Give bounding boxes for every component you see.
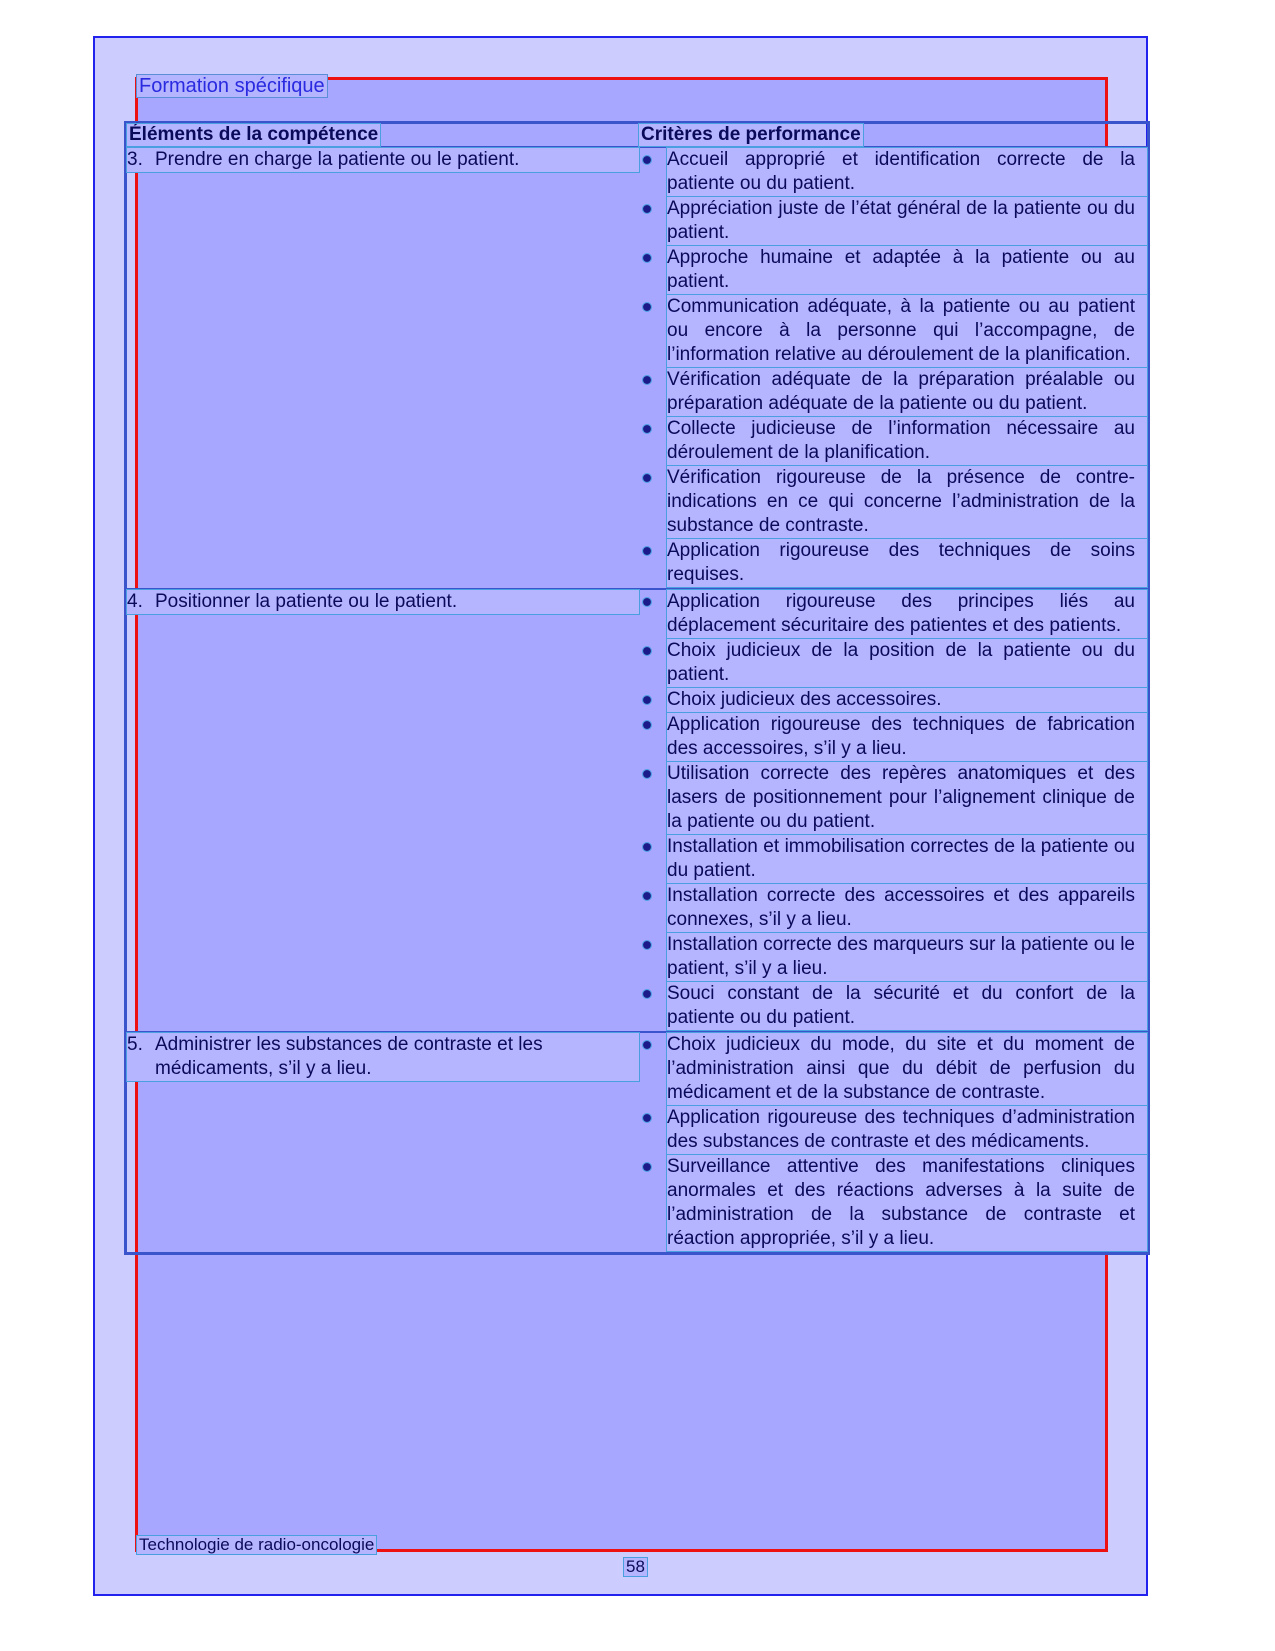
list-item [639,368,1147,416]
bullet-icon [639,639,667,687]
bullet-icon [639,1033,667,1105]
list-item [639,590,1147,638]
element-text: Prendre en charge la patiente ou le patient. [155,149,520,170]
criterion-text: Choix judicieux de la position de la patiente ou du patient. [667,639,1147,687]
list-item [639,539,1147,587]
element-text: Positionner la patiente ou le patient. [155,591,458,612]
list-item [639,982,1147,1030]
criterion-text: Application rigoureuse des techniques d’administration des substances de contraste et des médicaments. [667,1106,1147,1154]
element-cell [126,1032,640,1254]
criterion-text: Collecte judicieuse de l’information nécessaire au déroulement de la planification. [667,417,1147,465]
bullet-icon [639,688,667,712]
table-row [126,589,1149,1032]
competence-table [124,121,1150,1255]
criterion-text: Choix judicieux du mode, du site et du moment de l’administration ainsi que du débit de perfusion du médicament et de la substance de contraste. [667,1033,1147,1105]
criterion-text: Appréciation juste de l’état général de la patiente ou du patient. [667,197,1147,245]
list-item [639,933,1147,981]
criterion-text: Installation et immobilisation correctes de la patiente ou du patient. [667,835,1147,883]
list-item [639,713,1147,761]
criterion-text: Installation correcte des marqueurs sur la patiente ou le patient, s’il y a lieu. [667,933,1147,981]
criteria-cell [639,589,1149,1032]
bullet-icon [639,933,667,981]
criterion-text: Application rigoureuse des techniques de soins requises. [667,539,1147,587]
criterion-text: Utilisation correcte des repères anatomiques et des lasers de positionnement pour l’alignement clinique de la patiente ou du patient. [667,762,1147,834]
list-item [639,884,1147,932]
bullet-icon [639,835,667,883]
table-row [126,147,1149,589]
criteria-list [639,148,1147,587]
list-item [639,295,1147,367]
bullet-icon [639,539,667,587]
column-header-elements-label: Éléments de la compétence [129,124,379,145]
list-item [639,246,1147,294]
bullet-icon [639,246,667,294]
bullet-icon [639,295,667,367]
element-cell [126,589,640,1032]
criterion-text: Installation correcte des accessoires et des appareils connexes, s’il y a lieu. [667,884,1147,932]
criterion-text: Communication adéquate, à la patiente ou au patient ou encore à la personne qui l’accompagne, de l’information relative au déroulement de la planification. [667,295,1147,367]
column-header-elements [126,123,640,148]
element-item [127,148,639,172]
bullet-icon [639,713,667,761]
list-item [639,639,1147,687]
criterion-text: Vérification adéquate de la préparation préalable ou préparation adéquate de la patiente ou du patient. [667,368,1147,416]
list-item [639,148,1147,196]
bullet-icon [639,417,667,465]
element-text: Administrer les substances de contraste et les médicaments, s’il y a lieu. [155,1034,543,1079]
list-item [639,466,1147,538]
element-cell [126,147,640,589]
criterion-text: Vérification rigoureuse de la présence de contre-indications en ce qui concerne l’administration de la substance de contraste. [667,466,1147,538]
list-item [639,417,1147,465]
element-number: 4. [127,591,143,612]
list-item [639,1033,1147,1105]
criterion-text: Surveillance attentive des manifestations cliniques anormales et des réactions adverses à la suite de l’administration de la substance de contraste et réaction appropriée, s’il y a lieu. [667,1155,1147,1251]
criteria-list [639,590,1147,1030]
column-header-criteres-label: Critères de performance [641,124,861,145]
element-number: 3. [127,149,143,170]
list-item [639,835,1147,883]
criteria-list [639,1033,1147,1251]
criterion-text: Accueil approprié et identification correcte de la patiente ou du patient. [667,148,1147,196]
element-number: 5. [127,1034,143,1055]
element-item [127,1033,639,1081]
criterion-text: Application rigoureuse des principes liés au déplacement sécuritaire des patientes et des patients. [667,590,1147,638]
bullet-icon [639,466,667,538]
bullet-icon [639,197,667,245]
bullet-icon [639,982,667,1030]
table-row [126,1032,1149,1254]
footer-program-title: Technologie de radio-oncologie [139,1535,375,1554]
bullet-icon [639,368,667,416]
page-number: 58 [626,1557,645,1576]
list-item [639,762,1147,834]
bullet-icon [639,148,667,196]
criterion-text: Approche humaine et adaptée à la patiente ou au patient. [667,246,1147,294]
list-item [639,197,1147,245]
bullet-icon [639,1106,667,1154]
column-header-criteres [639,123,1149,148]
criterion-text: Souci constant de la sécurité et du confort de la patiente ou du patient. [667,982,1147,1030]
running-header: Formation spécifique [139,75,325,97]
table-header-row [126,123,1149,148]
criteria-cell [639,1032,1149,1254]
list-item [639,1155,1147,1251]
bullet-icon [639,1155,667,1251]
element-item [127,590,639,614]
criteria-cell [639,147,1149,589]
bullet-icon [639,884,667,932]
list-item [639,1106,1147,1154]
criterion-text: Choix judicieux des accessoires. [667,688,1147,712]
criterion-text: Application rigoureuse des techniques de fabrication des accessoires, s’il y a lieu. [667,713,1147,761]
list-item [639,688,1147,712]
bullet-icon [639,762,667,834]
bullet-icon [639,590,667,638]
